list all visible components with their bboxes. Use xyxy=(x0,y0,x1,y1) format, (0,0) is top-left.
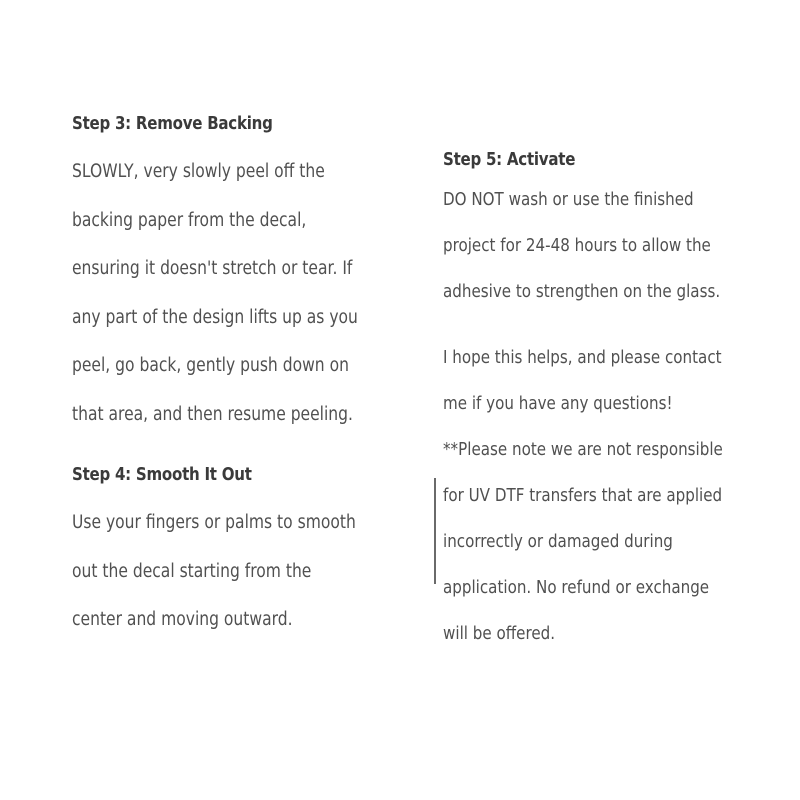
step-4-line: out the decal starting from the xyxy=(72,560,312,582)
disclaimer-line: application. No refund or exchange xyxy=(443,577,710,598)
step-3-line: SLOWLY, very slowly peel off the xyxy=(72,161,325,182)
column-divider xyxy=(434,478,436,584)
step-4-line: Use your fingers or palms to smooth xyxy=(72,512,356,533)
disclaimer-line: **Please note we are not responsible xyxy=(443,439,723,460)
disclaimer-line: incorrectly or damaged during xyxy=(443,531,673,552)
step-3-line: that area, and then resume peeling. xyxy=(72,403,353,425)
closing-note xyxy=(443,335,783,657)
step-5-line: project for 24-48 hours to allow the xyxy=(443,235,711,256)
step-3-heading: Step 3: Remove Backing xyxy=(72,114,273,134)
step-3-section xyxy=(72,106,432,439)
step-4-section xyxy=(72,457,432,645)
step-4-heading: Step 4: Smooth It Out xyxy=(72,465,252,485)
step-5-line: adhesive to strengthen on the glass. xyxy=(443,281,721,302)
step-4-line: center and moving outward. xyxy=(72,609,293,630)
left-column xyxy=(72,106,432,645)
closing-line: me if you have any questions! xyxy=(443,393,673,414)
step-3-line: ensuring it doesn't stretch or tear. If xyxy=(72,258,353,279)
step-5-line: DO NOT wash or use the finished xyxy=(443,189,694,210)
disclaimer-line: will be offered. xyxy=(443,623,556,644)
step-3-line: peel, go back, gently push down on xyxy=(72,355,349,376)
disclaimer-line: for UV DTF transfers that are applied xyxy=(443,485,723,506)
step-3-line: any part of the design lifts up as you xyxy=(72,306,358,328)
step-3-line: backing paper from the decal, xyxy=(72,209,307,231)
step-5-heading: Step 5: Activate xyxy=(443,150,576,170)
step-5-section xyxy=(443,143,783,315)
right-column xyxy=(443,143,783,657)
closing-line: I hope this helps, and please contact xyxy=(443,347,722,368)
